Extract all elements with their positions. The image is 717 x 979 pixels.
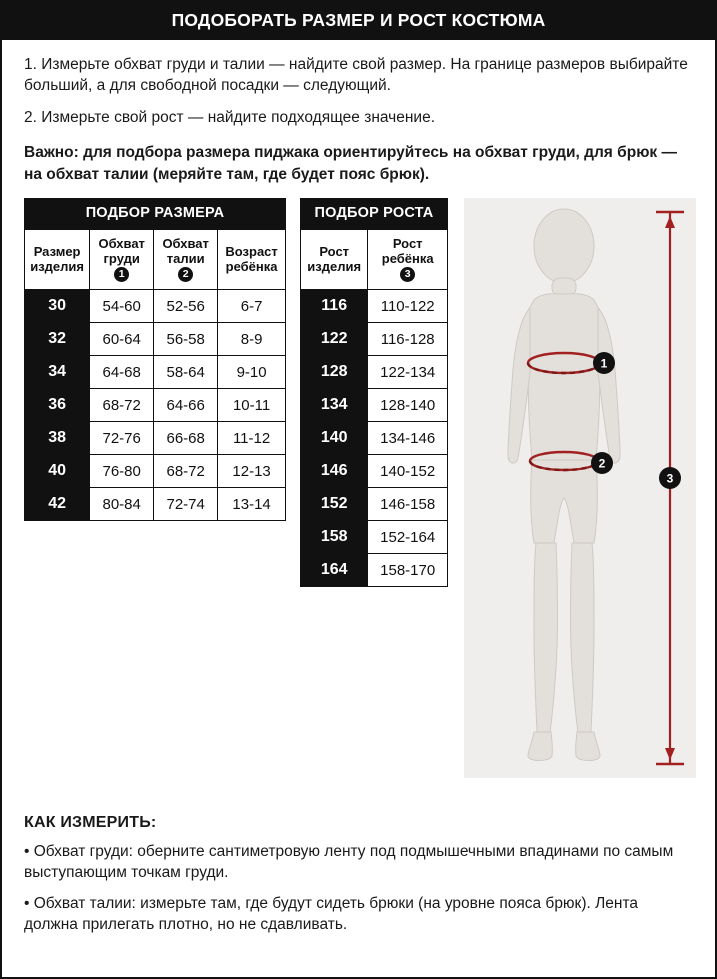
cell-child-height: 110-122 [368,290,448,323]
cell-chest: 72-76 [90,422,154,455]
measurement-figure [464,198,696,778]
col-size-line1: Размер [33,243,81,259]
cell-product-height: 140 [301,422,368,455]
col-waist-line1: Обхват [162,236,209,252]
col-child-height [368,230,448,290]
cell-chest: 64-68 [90,356,154,389]
col-age-line1: Возраст [225,243,278,259]
cell-age: 12-13 [218,455,286,488]
page-title: ПОДОБОРАТЬ РАЗМЕР И РОСТ КОСТЮМА [2,2,715,40]
col-product-height-line1: Рост [319,243,350,259]
cell-size: 40 [25,455,90,488]
svg-text:1: 1 [600,356,608,371]
cell-size: 42 [25,488,90,521]
table-row [301,521,448,554]
cell-age: 8-9 [218,323,286,356]
size-table-wrapper [24,198,286,521]
cell-waist: 68-72 [154,455,218,488]
table-row [301,290,448,323]
height-table [300,229,448,587]
cell-waist: 58-64 [154,356,218,389]
col-product-height-line2: изделия [307,258,362,274]
table-header-row [25,230,286,290]
cell-age: 11-12 [218,422,286,455]
instruction-step-2: 2. Измерьте свой рост — найдите подходящее значение. [24,108,436,126]
cell-product-height: 146 [301,455,368,488]
important-note: Важно: для подбора размера пиджака ориентируйтесь на обхват груди, для брюк — на обхват талии (меряйте там, где будет пояс брюк). [24,144,677,184]
cell-waist: 56-58 [154,323,218,356]
cell-product-height: 128 [301,356,368,389]
cell-product-height: 134 [301,389,368,422]
cell-size: 36 [25,389,90,422]
table-row [25,422,286,455]
table-header-row [301,230,448,290]
col-chest-line1: Обхват [98,236,145,252]
cell-child-height: 128-140 [368,389,448,422]
table-row [25,455,286,488]
cell-child-height: 140-152 [368,455,448,488]
cell-waist: 66-68 [154,422,218,455]
table-row [301,323,448,356]
table-row [25,323,286,356]
cell-child-height: 134-146 [368,422,448,455]
cell-waist: 64-66 [154,389,218,422]
table-row [25,488,286,521]
cell-product-height: 164 [301,554,368,587]
cell-child-height: 158-170 [368,554,448,587]
table-row [25,356,286,389]
badge-1: 1 [114,267,129,282]
cell-size: 32 [25,323,90,356]
child-body-illustration [464,198,696,778]
col-age-line2: ребёнка [225,258,278,274]
col-chest-line2: груди [103,251,140,267]
cell-size: 30 [25,290,90,323]
cell-age: 10-11 [218,389,286,422]
table-row [301,455,448,488]
badge-2: 2 [178,267,193,282]
table-row [301,422,448,455]
badge-3: 3 [400,267,415,282]
cell-size: 38 [25,422,90,455]
cell-product-height: 116 [301,290,368,323]
tables-and-figure [2,198,715,587]
cell-product-height: 158 [301,521,368,554]
table-row [301,356,448,389]
cell-waist: 72-74 [154,488,218,521]
cell-product-height: 152 [301,488,368,521]
cell-product-height: 122 [301,323,368,356]
cell-child-height: 116-128 [368,323,448,356]
cell-chest: 68-72 [90,389,154,422]
how-to-measure-chest: • Обхват груди: оберните сантиметровую ленту под подмышечными впадинами по самым выступающим точкам груди. [24,843,674,882]
height-table-caption: ПОДБОР РОСТА [300,198,448,229]
cell-child-height: 122-134 [368,356,448,389]
size-table [24,229,286,521]
col-size-line2: изделия [30,258,84,274]
table-row [301,554,448,587]
cell-child-height: 152-164 [368,521,448,554]
height-table-wrapper [300,198,448,587]
cell-chest: 60-64 [90,323,154,356]
size-table-caption: ПОДБОР РАЗМЕРА [24,198,286,229]
col-product-height [301,230,368,290]
cell-age: 13-14 [218,488,286,521]
table-row [25,290,286,323]
table-row [301,488,448,521]
svg-text:3: 3 [666,471,674,486]
col-waist-line2: талии [166,251,205,267]
cell-chest: 80-84 [90,488,154,521]
svg-text:2: 2 [598,456,606,471]
cell-chest: 54-60 [90,290,154,323]
cell-child-height: 146-158 [368,488,448,521]
instruction-step-1: 1. Измерьте обхват груди и талии — найдите свой размер. На границе размеров выбирайте больший, а для свободной посадки — следующий. [24,56,688,95]
cell-size: 34 [25,356,90,389]
how-to-measure-block [24,814,693,945]
cell-chest: 76-80 [90,455,154,488]
col-age [218,230,286,290]
cell-age: 6-7 [218,290,286,323]
col-size [25,230,90,290]
how-to-measure-waist: • Обхват талии: измерьте там, где будут сидеть брюки (на уровне пояса брюк). Лента должна прилегать плотно, но не сдавливать. [24,894,639,934]
col-waist [154,230,218,290]
col-child-height-line1: Рост [392,236,423,252]
cell-age: 9-10 [218,356,286,389]
table-row [25,389,286,422]
table-row [301,389,448,422]
col-child-height-line2: ребёнка [381,251,434,267]
cell-waist: 52-56 [154,290,218,323]
instructions-block [2,40,715,186]
how-to-measure-heading: КАК ИЗМЕРИТЬ: [24,814,157,831]
col-chest [90,230,154,290]
